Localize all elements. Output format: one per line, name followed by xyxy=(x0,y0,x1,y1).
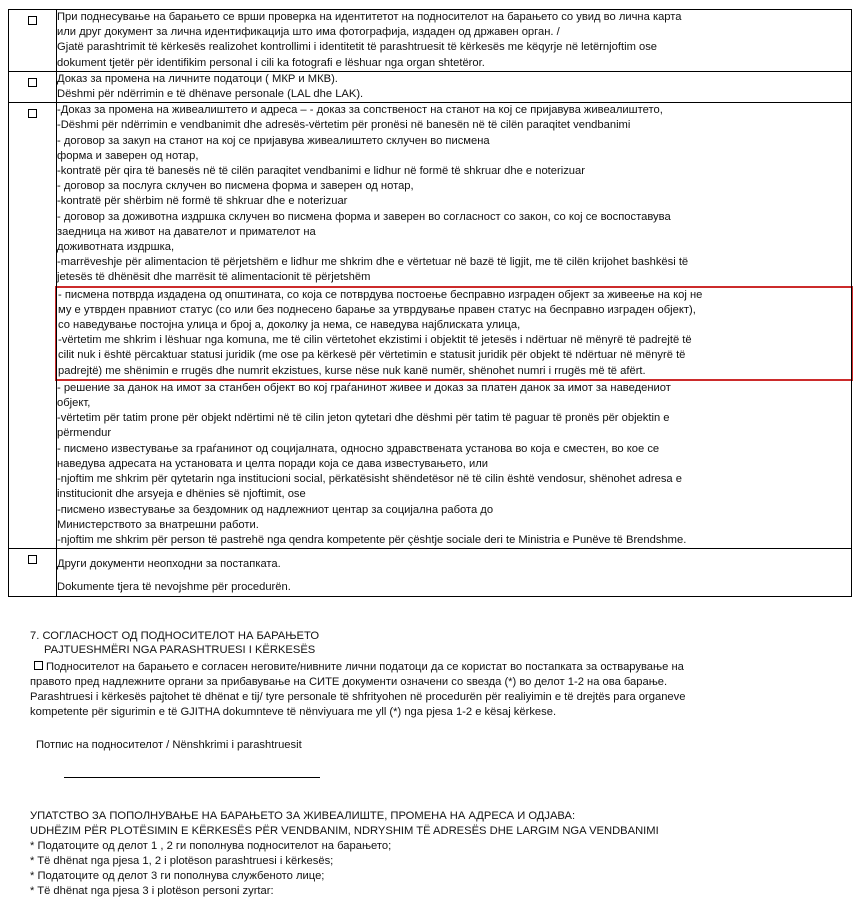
row-text: dokument tjetër për identifikim personal i cili ka fotografi e lëshuar nga organ shtetëror. xyxy=(57,56,485,69)
consent-text: Parashtruesi i kërkesës pajtohet të dhënat e tij/ tyre personale të shfrityohen në procedurën për realiyimin e të drejtës para organeve xyxy=(30,691,686,703)
row-text: jetesës të dhënësit dhe marrësit të alimentacionit të përjetshëm xyxy=(57,271,371,284)
documents-table xyxy=(8,9,852,597)
signature-line[interactable] xyxy=(64,777,320,778)
row-text: Dokumente tjera të nevojshme për procedurën. xyxy=(57,581,291,594)
row-text: - решение за данок на имот за станбен објект во кој граѓанинот живее и доказ за платен данок за имот за наведениот xyxy=(57,381,671,394)
row-text: објект, xyxy=(57,397,91,410)
table-row xyxy=(9,103,852,549)
checkbox[interactable] xyxy=(28,109,37,118)
row-text: - договор за закуп на станот на кој се пријавува живеалиштето склучен во писмена xyxy=(57,134,490,147)
row-text: -vërtetim me shkrim i lëshuar nga komuna, me të cilin vërtetohet ekzistimi i objektit të jetesës i ndërtuar në mënyrë të padrejtë të xyxy=(58,334,692,347)
row-text: -njoftim me shkrim për qytetarin nga institucioni social, përkatësisht shëndetësor në të cilin është vendosur, shënohet adresa e xyxy=(57,473,682,486)
row-text: -писмено известување за бездомник од надлежниот центар за социјална работа до xyxy=(57,503,494,516)
row-text: му е утврден правниот статус (со или без поднесено барање за утврдување правен статус на бесправно изграден објект), xyxy=(58,303,696,316)
row-text: - писмено известување за граѓанинот од социјалната, односно здравствената установа во која е сместен, во кое се xyxy=(57,442,660,455)
row-text: -njoftim me shkrim për person të pastrehë nga qendra kompetente për çështje sociale deri te Ministria e Punëve të Brendshme. xyxy=(57,533,687,546)
section7-title-mk: 7. СОГЛАСНОСТ ОД ПОДНОСИТЕЛОТ НА БАРАЊЕТО xyxy=(30,630,320,642)
row-text: padrejtë) me shënimin e rrugës dhe numrit ekzistues, kurse nëse nuk kanë numër, shënohet numri i rrugës më të afërt. xyxy=(58,364,646,377)
row-text: - договор за послуга склучен во писмена форма и заверен од нотар, xyxy=(57,180,414,193)
instructions-item: * Të dhënat nga pjesa 3 i plotëson personi zyrtar: xyxy=(30,885,274,897)
row-text: - договор за доживотна издршка склучен во писмена форма и заверен во согласност со закон, со кој се воспоставува xyxy=(57,210,671,223)
highlight-box xyxy=(55,286,853,381)
section7-title-sq: PAJTUESHMËRI NGA PARASHTRUESI I KËRKESËS xyxy=(44,644,316,656)
table-row xyxy=(9,10,852,72)
checkbox[interactable] xyxy=(28,78,37,87)
row-text: Министерството за внатрешни работи. xyxy=(57,518,259,531)
signature-label: Потпис на подносителот / Nënshkrimi i parashtruesit xyxy=(36,739,302,751)
consent-text: Подносителот на барањето е согласен неговите/нивните лични податоци да се користат во постапката за остварување на xyxy=(46,661,684,673)
row-text: përmendur xyxy=(57,427,112,440)
consent-checkbox[interactable] xyxy=(34,661,43,670)
row-text: Други документи неопходни за постапката. xyxy=(57,558,281,571)
instructions-title-mk: УПАТСТВО ЗА ПОПОЛНУВАЊЕ НА БАРАЊЕТО ЗА ЖИВЕАЛИШТЕ, ПРОМЕНА НА АДРЕСА И ОДЈАВА: xyxy=(30,810,576,822)
instructions-item: * Të dhënat nga pjesa 1, 2 i plotëson parashtruesi i kërkesës; xyxy=(30,855,334,867)
checkbox[interactable] xyxy=(28,16,37,25)
row-text: -Доказ за промена на живеалиштето и адреса – - доказ за сопственост на станот на кој се пријавува живеалиштето, xyxy=(57,104,663,117)
row-text: -kontratë për shërbim në formë të shkruar dhe e noterizuar xyxy=(57,195,348,208)
row-text: Доказ за промена на личните податоци ( МКР и МКВ). xyxy=(57,72,338,85)
section7-consent xyxy=(34,660,684,675)
consent-text: kompetente për sigurimin e të GJITHA dokumnteve të nënviyuara me yll (*) nga pjesa 1-2 e kësaj kërkese. xyxy=(30,706,557,718)
row-text: -vërtetim për tatim prone për objekt ndërtimi në të cilin jeton qytetari dhe dëshmi për tatim të paguar të pronës për objektin e xyxy=(57,412,670,425)
table-row xyxy=(9,71,852,102)
consent-text: правото пред надлежните органи за прибавување на СИТЕ документи означени со ѕвезда (*) во делот 1-2 на ова барање. xyxy=(30,676,668,688)
instructions-title-sq: UDHËZIM PËR PLOTËSIMIN E KËRKESËS PËR VENDBANIM, NDRYSHIM TË ADRESËS DHE LARGIM NGA VENDBANIMI xyxy=(30,825,659,837)
row-text: - писмена потврда издадена од општината, со која се потврдува постоење бесправно изграден објект за живеење на кој не xyxy=(58,288,703,301)
instructions-item: * Податоците од делот 3 ги пополнува службеното лице; xyxy=(30,870,325,882)
row-text: -marrëveshje për alimentacion të përjetshëm e lidhur me shkrim dhe e vërtetuar në bazë të ligjit, me të cilën krijohet bashkësi të xyxy=(57,256,689,269)
row-text: -Dëshmi për ndërrimin e vendbanimit dhe adresës-vërtetim për pronësi në banesën në të cilën paraqitet vendbanimi xyxy=(57,119,631,132)
row-text: форма и заверен од нотар, xyxy=(57,149,199,162)
row-text: -kontratë për qira të banesës në të cilën paraqitet vendbanimi e lidhur në formë të shkruar dhe e noterizuar xyxy=(57,165,585,178)
row-text: Gjatë parashtrimit të kërkesës realizohet kontrollimi i identitetit të parashtruesit të kërkesës me këqyrje në letërnjoftim ose xyxy=(57,41,658,54)
row-text: cilit nuk i është përcaktuar statusi juridik (me ose pa kërkesë për vërtetimin e statusit juridik për objekt të ndërtuar në mënyrë të xyxy=(58,349,686,362)
row-text: institucionit dhe arsyeja e dhënies së njoftimit, ose xyxy=(57,488,306,501)
row-text: При поднесување на барањето се врши проверка на идентитетот на подносителот на барањето со увид во лична карта xyxy=(57,11,682,23)
row-text: доживотната издршка, xyxy=(57,241,175,254)
row-text: заедница на живот на давателот и примателот на xyxy=(57,225,316,238)
row-text: или друг документ за лична идентификација што има фотографија, издаден од државен орган. / xyxy=(57,26,560,39)
row-text: Dëshmi për ndërrimin e të dhënave personale (LAL dhe LAK). xyxy=(57,88,364,101)
row-text: наведува адресата на установата и целта поради која се дава известувањето, или xyxy=(57,457,488,470)
table-row xyxy=(9,549,852,596)
row-text: со наведување постојна улица и број а, доколку ја нема, се наведува најблиската улица, xyxy=(58,319,521,332)
instructions-item: * Податоците од делот 1 , 2 ги пополнува подносителот на барањето; xyxy=(30,840,392,852)
checkbox[interactable] xyxy=(28,555,37,564)
